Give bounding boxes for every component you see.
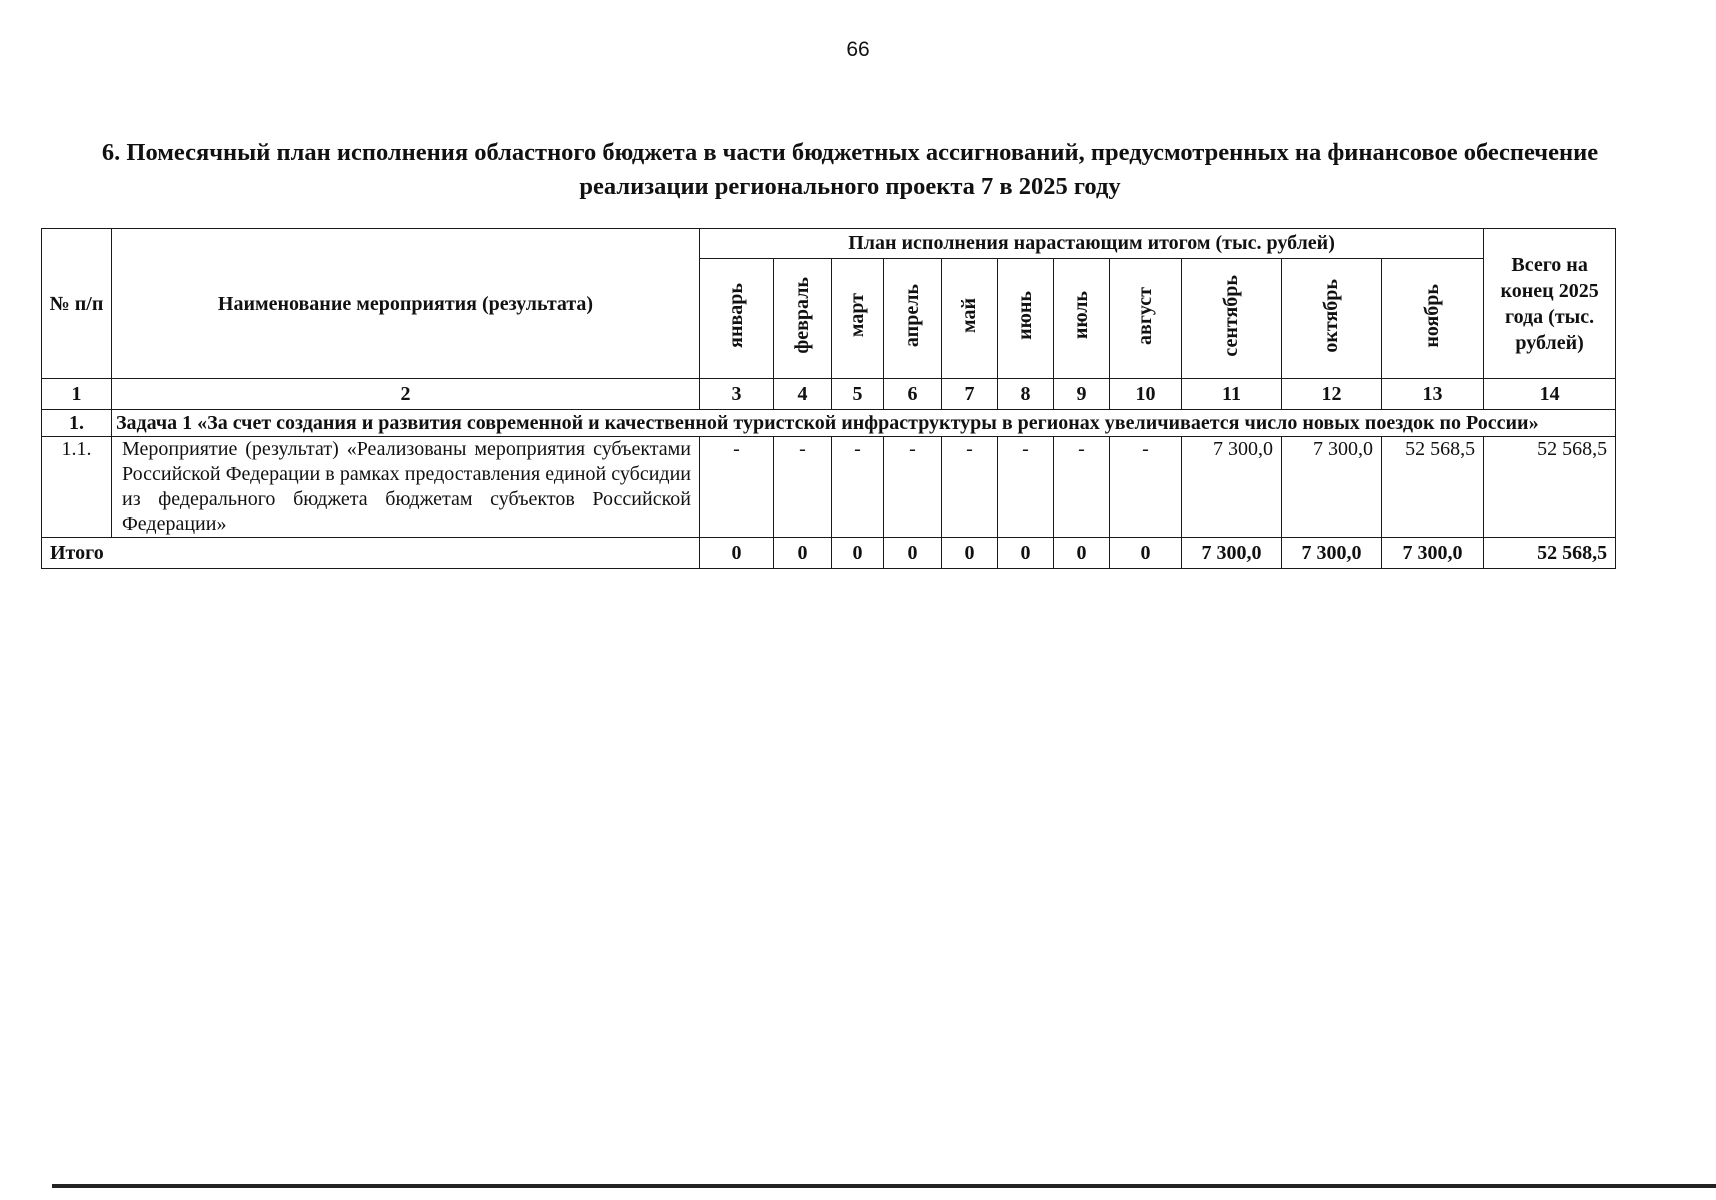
- event-value: -: [884, 437, 942, 538]
- column-number: 13: [1382, 379, 1484, 410]
- column-number: 14: [1484, 379, 1616, 410]
- total-value: 0: [774, 538, 832, 569]
- event-value: -: [942, 437, 998, 538]
- budget-plan-table: [41, 228, 1616, 569]
- header-month: январь: [700, 259, 774, 379]
- header-month: февраль: [774, 259, 832, 379]
- header-name: Наименование мероприятия (результата): [112, 229, 700, 379]
- column-number: 11: [1182, 379, 1282, 410]
- header-total: Всего на конец 2025 года (тыс. рублей): [1484, 229, 1616, 379]
- document-title: 6. Помесячный план исполнения областного бюджета в части бюджетных ассигнований, предусмотренных на финансовое обеспечение реализации регионального проекта 7 в 2025 году: [101, 139, 1599, 200]
- event-value: -: [774, 437, 832, 538]
- event-value: 7 300,0: [1282, 437, 1382, 538]
- header-month: август: [1110, 259, 1182, 379]
- column-number: 4: [774, 379, 832, 410]
- header-month: сентябрь: [1182, 259, 1282, 379]
- column-number: 8: [998, 379, 1054, 410]
- column-number: 6: [884, 379, 942, 410]
- scan-edge-line: [52, 1184, 1716, 1188]
- total-value: 0: [832, 538, 884, 569]
- event-value: -: [1110, 437, 1182, 538]
- task-number: 1.: [42, 410, 112, 437]
- event-total: 52 568,5: [1484, 437, 1616, 538]
- total-value: 7 300,0: [1182, 538, 1282, 569]
- header-month: ноябрь: [1382, 259, 1484, 379]
- total-value: 0: [700, 538, 774, 569]
- event-value: 52 568,5: [1382, 437, 1484, 538]
- event-row: [42, 437, 1616, 538]
- column-number: 9: [1054, 379, 1110, 410]
- header-num: № п/п: [42, 229, 112, 379]
- total-value: 0: [1054, 538, 1110, 569]
- total-label: Итого: [42, 538, 700, 569]
- column-number: 7: [942, 379, 998, 410]
- column-numbers-row: [42, 379, 1616, 410]
- header-month: июнь: [998, 259, 1054, 379]
- event-value: -: [1054, 437, 1110, 538]
- header-month: март: [832, 259, 884, 379]
- event-value: -: [700, 437, 774, 538]
- total-row: [42, 538, 1616, 569]
- header-month: май: [942, 259, 998, 379]
- total-value: 0: [1110, 538, 1182, 569]
- total-value: 0: [884, 538, 942, 569]
- column-number: 5: [832, 379, 884, 410]
- column-number: 1: [42, 379, 112, 410]
- total-value: 0: [942, 538, 998, 569]
- grand-total: 52 568,5: [1484, 538, 1616, 569]
- task-row: [42, 410, 1616, 437]
- header-month: июль: [1054, 259, 1110, 379]
- header-plan-group: План исполнения нарастающим итогом (тыс. рублей): [700, 229, 1484, 259]
- event-name: Мероприятие (результат) «Реализованы мероприятия субъектами Российской Федерации в рамках предоставления единой субсидии из федерального бюджета бюджетам субъектов Российской Федерации»: [112, 437, 700, 538]
- column-number: 10: [1110, 379, 1182, 410]
- total-value: 7 300,0: [1382, 538, 1484, 569]
- total-value: 7 300,0: [1282, 538, 1382, 569]
- header-month: октябрь: [1282, 259, 1382, 379]
- page-number: 66: [846, 38, 870, 61]
- header-month: апрель: [884, 259, 942, 379]
- event-value: -: [998, 437, 1054, 538]
- column-number: 3: [700, 379, 774, 410]
- event-value: 7 300,0: [1182, 437, 1282, 538]
- event-number: 1.1.: [42, 437, 112, 538]
- event-value: -: [832, 437, 884, 538]
- total-value: 0: [998, 538, 1054, 569]
- column-number: 2: [112, 379, 700, 410]
- column-number: 12: [1282, 379, 1382, 410]
- task-text: Задача 1 «За счет создания и развития современной и качественной туристской инфраструктуры в регионах увеличивается число новых поездок по России»: [112, 410, 1616, 437]
